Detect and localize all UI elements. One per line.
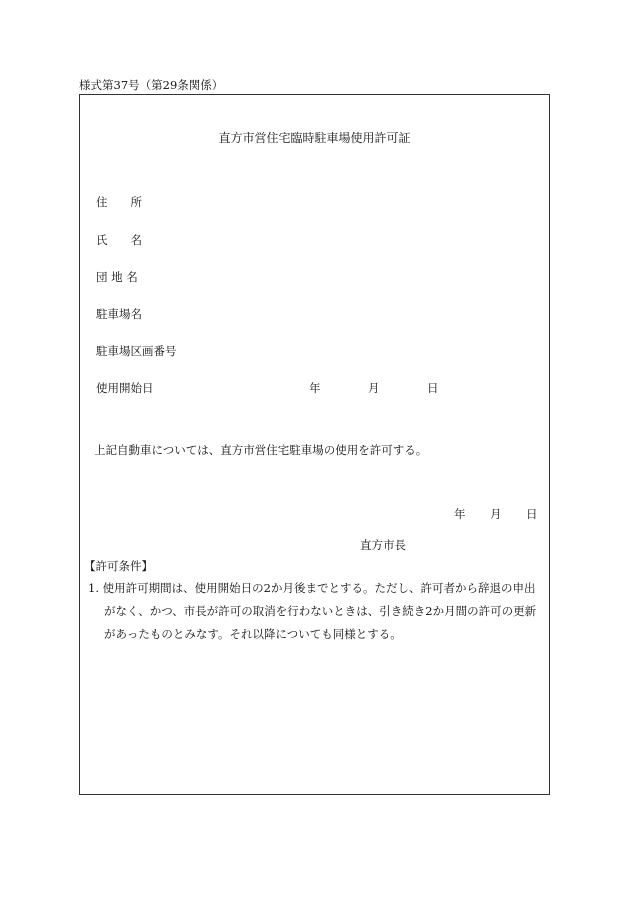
start-date-year-label: 年 bbox=[309, 381, 321, 395]
address-label: 住 所 bbox=[96, 195, 142, 209]
permission-statement: 上記自動車については、直方市営住宅駐車場の使用を許可する。 bbox=[94, 443, 428, 457]
form-number: 様式第37号（第29条関係） bbox=[79, 78, 224, 92]
permit-frame bbox=[79, 94, 550, 795]
issue-date-month-label: 月 bbox=[490, 507, 502, 521]
condition-item-1-line-1: 1. 使用許可期間は、使用開始日の2か月後までとする。ただし、許可者から辞退の申出 bbox=[88, 581, 536, 595]
document-title: 直方市営住宅臨時駐車場使用許可証 bbox=[218, 131, 411, 145]
start-date-day-label: 日 bbox=[427, 381, 439, 395]
start-date-month-label: 月 bbox=[368, 381, 380, 395]
complex-name-label: 団 地 名 bbox=[96, 270, 138, 284]
name-label: 氏 名 bbox=[96, 233, 142, 247]
issue-date-year-label: 年 bbox=[454, 507, 466, 521]
issuer-title: 直方市長 bbox=[360, 538, 406, 552]
conditions-heading: 【許可条件】 bbox=[84, 559, 153, 573]
start-date-label: 使用開始日 bbox=[96, 381, 154, 395]
condition-item-1-line-3: があったものとみなす。それ以降についても同様とする。 bbox=[104, 627, 402, 641]
parking-space-number-label: 駐車場区画番号 bbox=[96, 344, 177, 358]
condition-item-1-line-2: がなく、かつ、市長が許可の取消を行わないときは、引き続き2か月間の許可の更新 bbox=[104, 604, 537, 618]
issue-date-day-label: 日 bbox=[526, 507, 538, 521]
parking-lot-label: 駐車場名 bbox=[96, 307, 142, 321]
